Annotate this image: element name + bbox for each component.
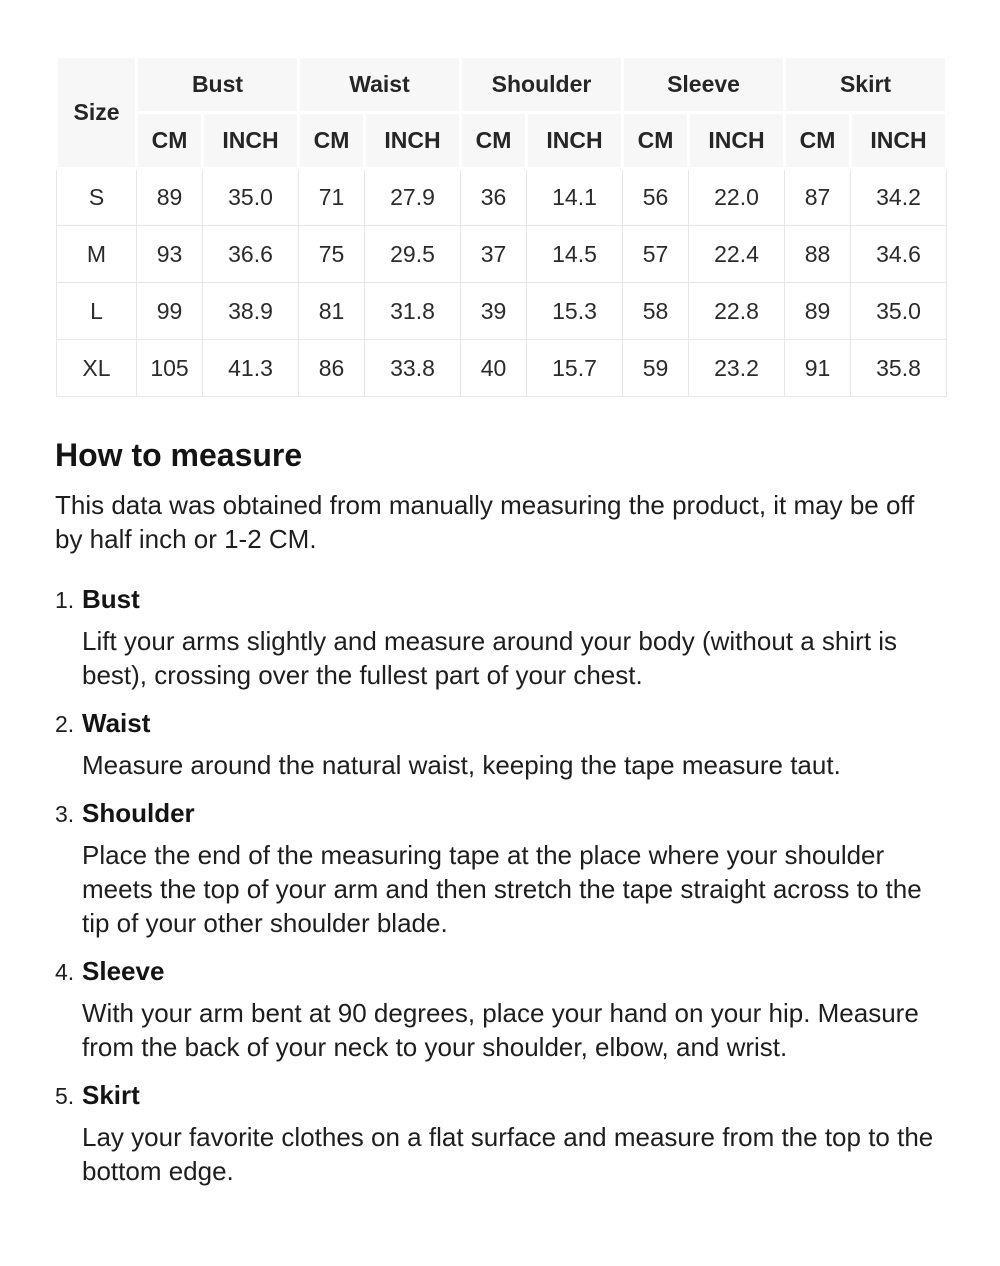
step-label: Skirt [82, 1079, 140, 1110]
size-cell: XL [57, 340, 137, 397]
measure-step-skirt [55, 1078, 945, 1188]
step-number: 3. [55, 800, 75, 827]
table-cell: 91 [785, 340, 851, 397]
table-cell: 40 [461, 340, 527, 397]
table-cell: 89 [785, 283, 851, 340]
table-cell: 14.1 [527, 169, 623, 226]
step-heading [55, 706, 945, 741]
table-cell: 39 [461, 283, 527, 340]
step-label: Bust [82, 583, 140, 614]
table-cell: 81 [299, 283, 365, 340]
table-cell: 33.8 [365, 340, 461, 397]
table-cell: 14.5 [527, 226, 623, 283]
group-header-waist: Waist [299, 57, 461, 113]
unit-header-inch: INCH [527, 113, 623, 169]
table-cell: 87 [785, 169, 851, 226]
table-cell: 58 [623, 283, 689, 340]
table-cell: 57 [623, 226, 689, 283]
table-cell: 59 [623, 340, 689, 397]
step-number: 1. [55, 586, 75, 613]
unit-header-cm: CM [299, 113, 365, 169]
measure-step-bust [55, 582, 945, 692]
measure-step-waist [55, 706, 945, 782]
step-description: Place the end of the measuring tape at the place where your shoulder meets the top of your arm and then stretch the tape straight across to the tip of your other shoulder blade. [82, 839, 922, 938]
table-row-xl [57, 340, 947, 397]
group-header-row [57, 57, 947, 113]
table-cell: 105 [137, 340, 203, 397]
group-header-sleeve: Sleeve [623, 57, 785, 113]
table-cell: 89 [137, 169, 203, 226]
unit-header-inch: INCH [851, 113, 947, 169]
table-cell: 35.0 [851, 283, 947, 340]
table-cell: 22.8 [689, 283, 785, 340]
step-label: Sleeve [82, 955, 165, 986]
unit-header-inch: INCH [365, 113, 461, 169]
size-column-header: Size [57, 57, 137, 169]
unit-header-inch: INCH [203, 113, 299, 169]
table-row-m [57, 226, 947, 283]
step-label: Waist [82, 707, 151, 738]
step-number: 5. [55, 1082, 75, 1109]
table-cell: 93 [137, 226, 203, 283]
table-cell: 86 [299, 340, 365, 397]
table-cell: 36.6 [203, 226, 299, 283]
measure-intro-text: This data was obtained from manually measuring the product, it may be off by half inch or 1-2 CM. [55, 489, 915, 554]
step-description: Measure around the natural waist, keeping the tape measure taut. [82, 749, 841, 780]
step-number: 2. [55, 710, 75, 737]
unit-header-row [57, 113, 947, 169]
table-row-l [57, 283, 947, 340]
step-description: Lay your favorite clothes on a flat surface and measure from the top to the bottom edge. [82, 1121, 934, 1186]
table-cell: 35.8 [851, 340, 947, 397]
table-cell: 99 [137, 283, 203, 340]
table-cell: 27.9 [365, 169, 461, 226]
table-cell: 15.3 [527, 283, 623, 340]
step-label: Shoulder [82, 797, 195, 828]
table-cell: 34.2 [851, 169, 947, 226]
table-cell: 31.8 [365, 283, 461, 340]
size-cell: M [57, 226, 137, 283]
step-number: 4. [55, 958, 75, 985]
step-heading [55, 1078, 945, 1113]
measure-step-shoulder [55, 796, 945, 940]
table-cell: 56 [623, 169, 689, 226]
unit-header-cm: CM [623, 113, 689, 169]
table-cell: 71 [299, 169, 365, 226]
table-cell: 36 [461, 169, 527, 226]
step-heading [55, 954, 945, 989]
table-cell: 15.7 [527, 340, 623, 397]
measure-steps-list [55, 582, 945, 1188]
table-cell: 35.0 [203, 169, 299, 226]
table-cell: 23.2 [689, 340, 785, 397]
table-cell: 29.5 [365, 226, 461, 283]
section-title: How to measure [55, 437, 303, 473]
step-heading [55, 796, 945, 831]
size-cell: S [57, 169, 137, 226]
unit-header-cm: CM [461, 113, 527, 169]
table-cell: 88 [785, 226, 851, 283]
table-cell: 75 [299, 226, 365, 283]
table-cell: 22.4 [689, 226, 785, 283]
table-cell: 38.9 [203, 283, 299, 340]
group-header-bust: Bust [137, 57, 299, 113]
size-cell: L [57, 283, 137, 340]
group-header-skirt: Skirt [785, 57, 947, 113]
unit-header-cm: CM [137, 113, 203, 169]
table-row-s [57, 169, 947, 226]
group-header-shoulder: Shoulder [461, 57, 623, 113]
step-heading [55, 582, 945, 617]
table-cell: 41.3 [203, 340, 299, 397]
table-cell: 22.0 [689, 169, 785, 226]
measure-step-sleeve [55, 954, 945, 1064]
step-description: With your arm bent at 90 degrees, place your hand on your hip. Measure from the back of your neck to your shoulder, elbow, and wrist. [82, 997, 919, 1062]
table-cell: 34.6 [851, 226, 947, 283]
unit-header-inch: INCH [689, 113, 785, 169]
size-chart-table [55, 55, 948, 397]
step-description: Lift your arms slightly and measure around your body (without a shirt is best), crossing over the fullest part of your chest. [82, 625, 898, 690]
unit-header-cm: CM [785, 113, 851, 169]
table-cell: 37 [461, 226, 527, 283]
